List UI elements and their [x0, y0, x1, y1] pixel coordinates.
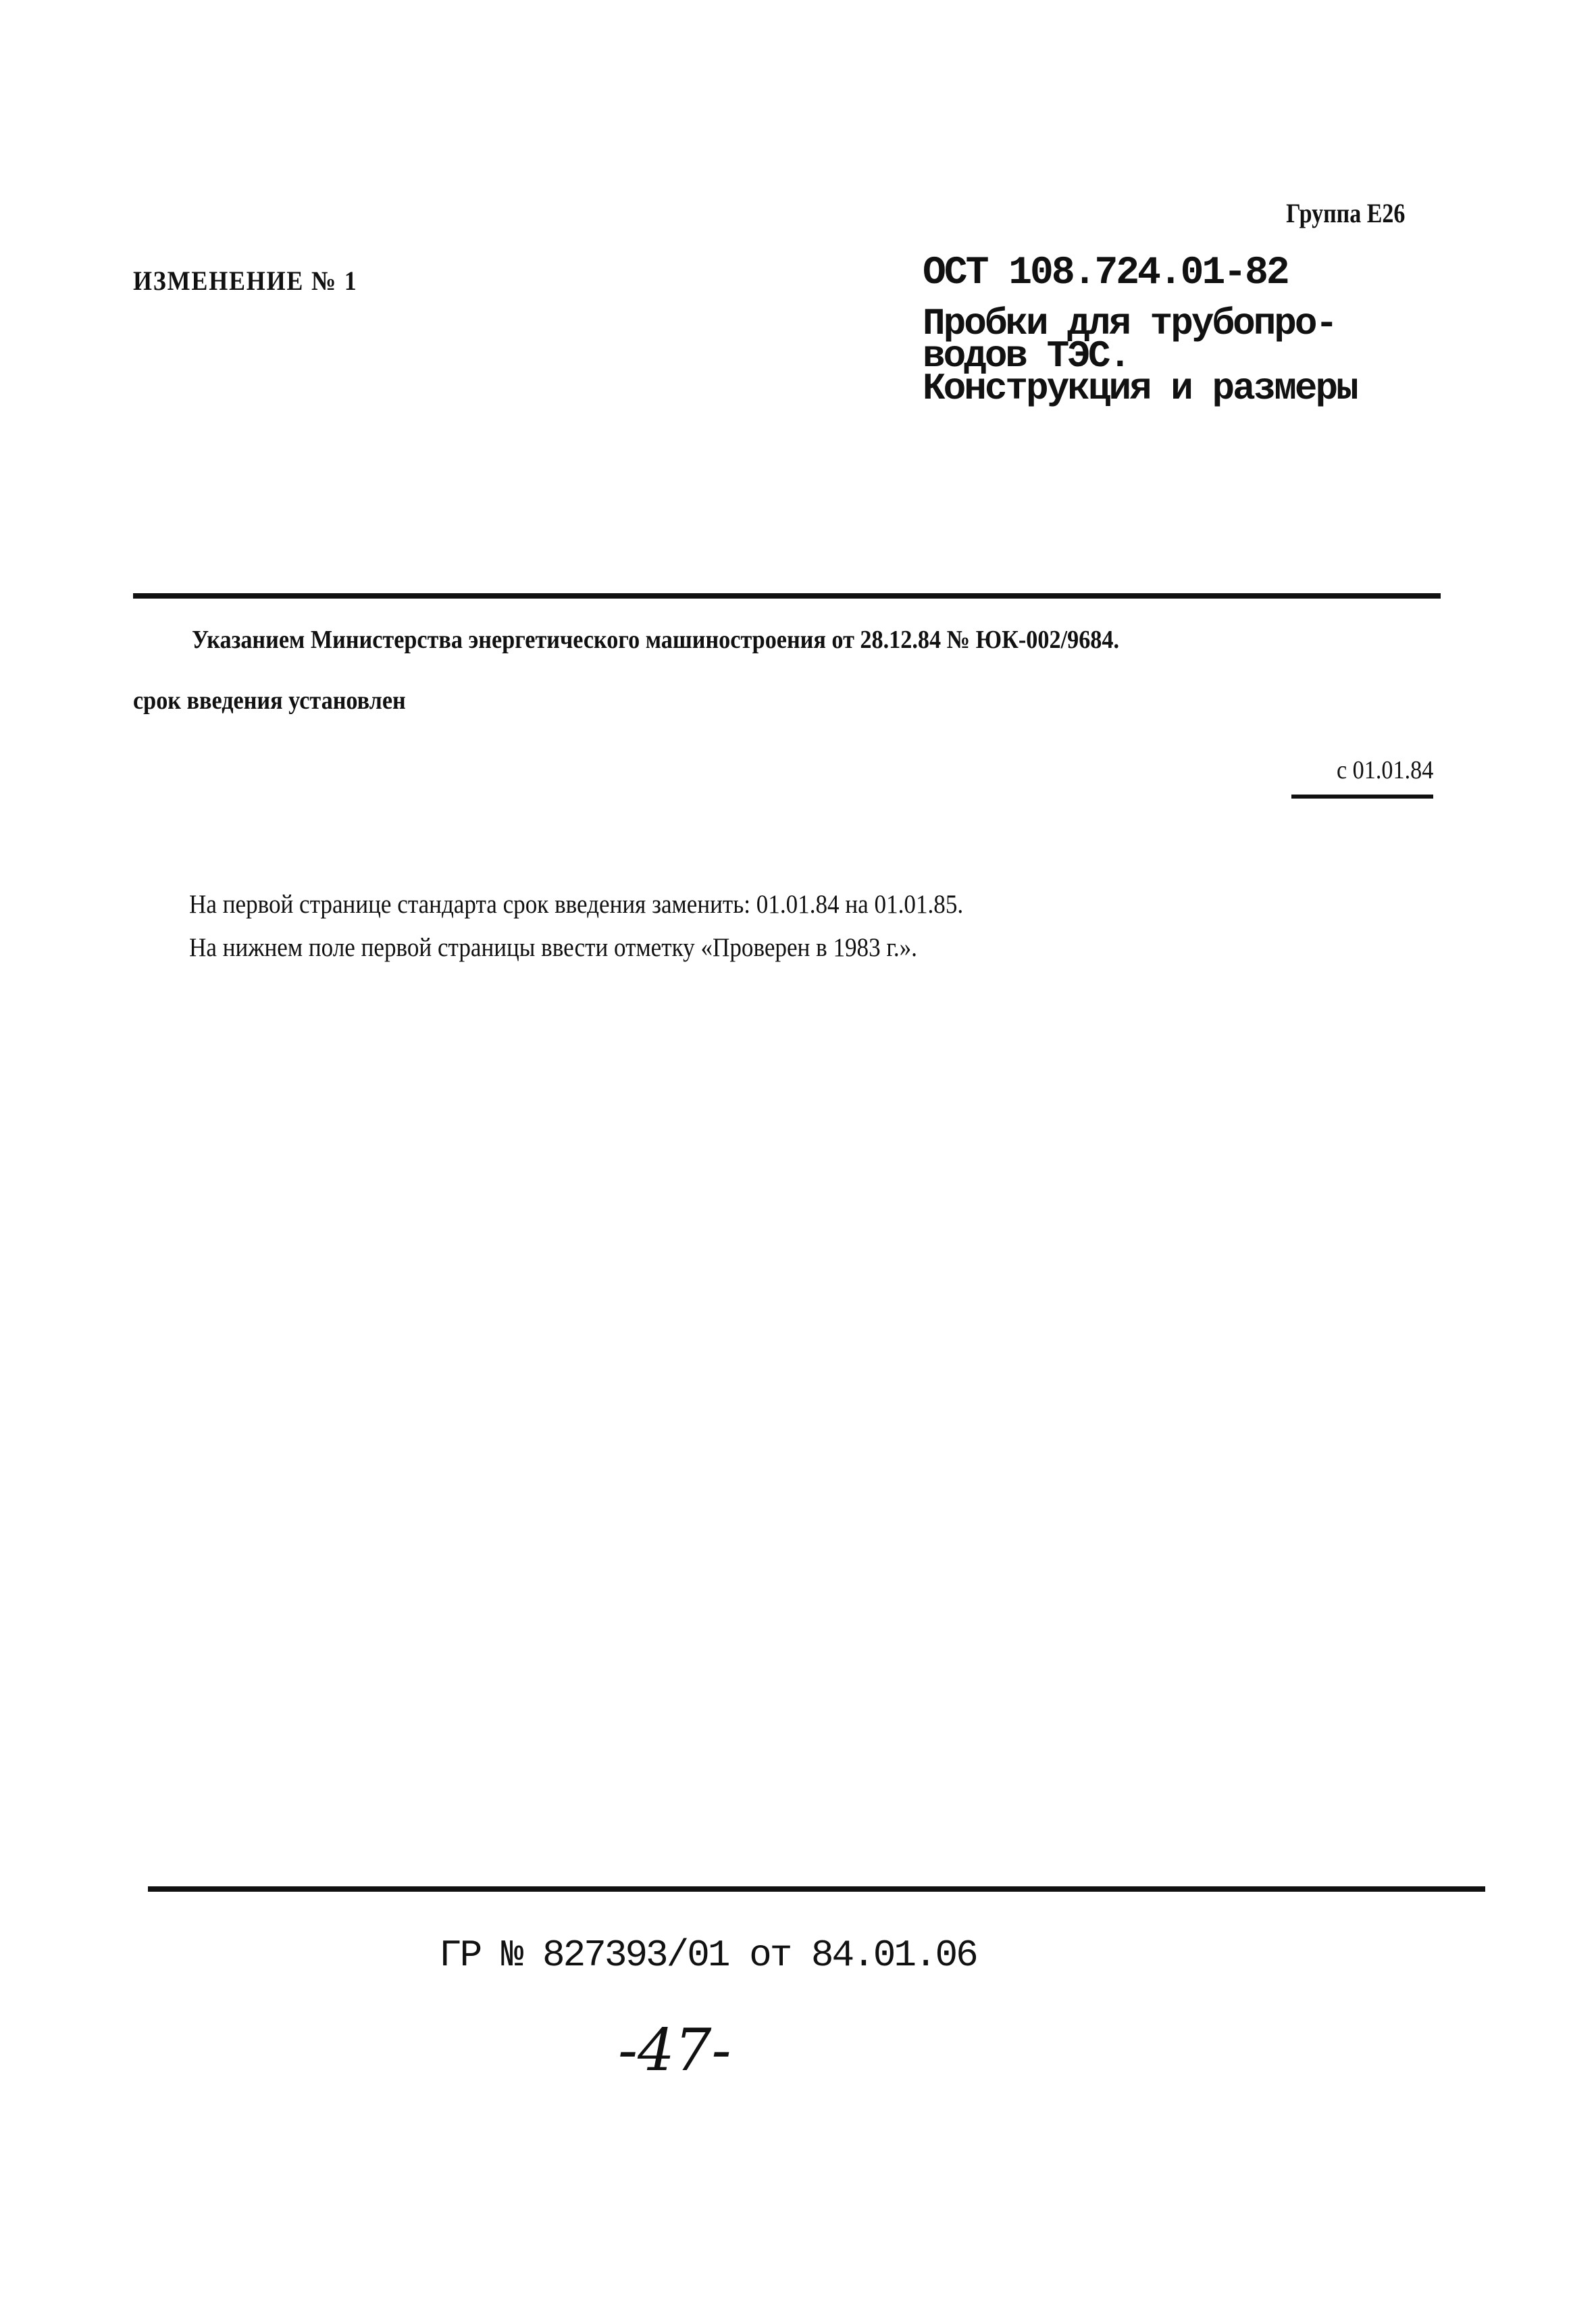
paragraph: На нижнем поле первой страницы ввести отметку «Проверен в 1983 г.». — [189, 933, 917, 962]
group-code: Группа Е26 — [1285, 198, 1405, 228]
standard-title: Пробки для трубопро- водов ТЭС. Конструкция и размеры — [923, 302, 1357, 410]
directive-text: Указанием Министерства энергетического машиностроения от 28.12.84 № ЮК-002/9684. — [192, 626, 1120, 654]
top-divider — [133, 593, 1441, 599]
page-number: -47- — [618, 2017, 731, 2084]
effective-date: с 01.01.84 — [1336, 756, 1433, 784]
registration-number: ГР № 827393/01 от 84.01.06 — [439, 1934, 977, 1977]
paragraph: На первой странице стандарта срок введения заменить: 01.01.84 на 01.01.85. — [189, 890, 964, 919]
change-number: ИЗМЕНЕНИЕ № 1 — [133, 266, 358, 296]
term-label: срок введения установлен — [133, 686, 406, 715]
standard-code: ОСТ 108.724.01-82 — [923, 251, 1288, 295]
effective-date-underline — [1291, 795, 1433, 799]
bottom-divider — [148, 1886, 1485, 1892]
